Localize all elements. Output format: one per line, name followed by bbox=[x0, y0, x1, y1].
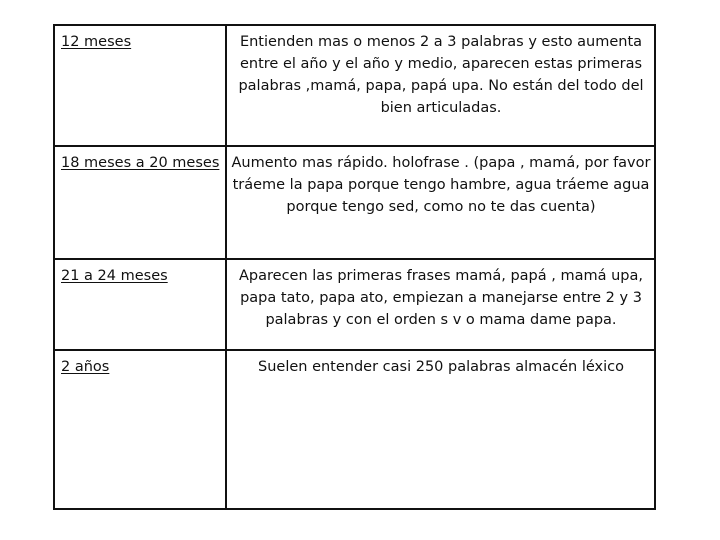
description-cell: Aumento mas rápido. holofrase . (papa , mamá, por favor tráeme la papa porque tengo hambre, agua tráeme agua porque tengo sed, como no te das cuenta) bbox=[231, 155, 651, 215]
column-divider bbox=[225, 260, 227, 349]
age-cell: 12 meses bbox=[61, 34, 132, 50]
development-table bbox=[53, 24, 656, 510]
table-row bbox=[55, 26, 654, 147]
age-cell: 18 meses a 20 meses bbox=[61, 155, 220, 171]
table-row bbox=[55, 147, 654, 260]
description-cell: Suelen entender casi 250 palabras almacén léxico bbox=[258, 359, 624, 375]
table-row bbox=[55, 351, 654, 510]
table-row bbox=[55, 260, 654, 351]
column-divider bbox=[225, 26, 227, 145]
age-cell: 2 años bbox=[61, 359, 110, 375]
description-cell: Entienden mas o menos 2 a 3 palabras y esto aumenta entre el año y el año y medio, aparecen estas primeras palabras ,mamá, papa, papá upa. No están del todo del bien articuladas. bbox=[238, 34, 644, 116]
description-cell: Aparecen las primeras frases mamá, papá , mamá upa, papa tato, papa ato, empiezan a manejarse entre 2 y 3 palabras y con el orden s v o mama dame papa. bbox=[239, 268, 643, 328]
column-divider bbox=[225, 351, 227, 510]
age-cell: 21 a 24 meses bbox=[61, 268, 168, 284]
column-divider bbox=[225, 147, 227, 258]
